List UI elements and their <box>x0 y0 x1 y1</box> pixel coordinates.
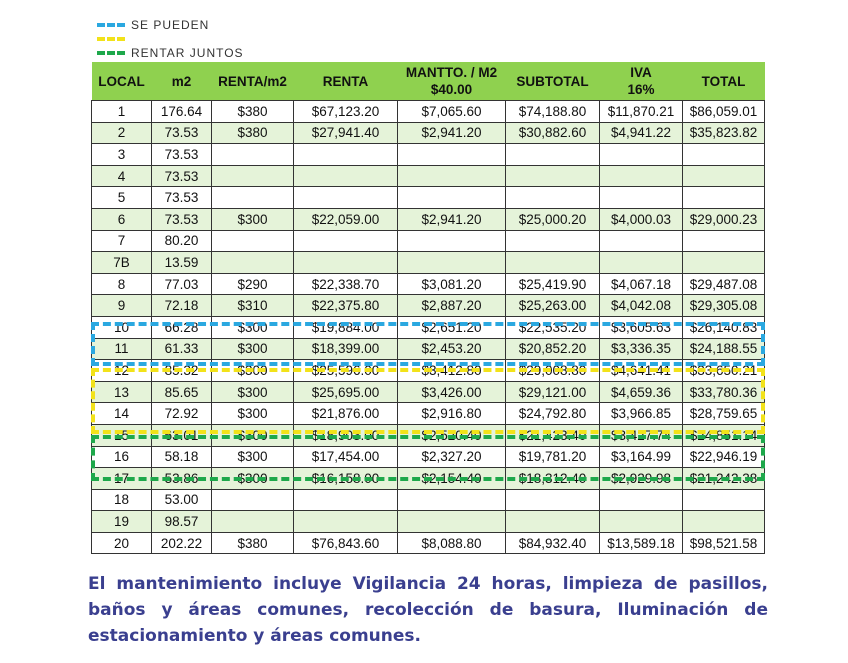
cell-mantto: $7,065.60 <box>398 101 506 123</box>
cell-iva: $4,941.22 <box>600 122 683 144</box>
cell-subtotal: $21,423.40 <box>506 424 600 446</box>
cell-m2: 58.18 <box>152 446 212 468</box>
cell-renta: $18,399.00 <box>294 338 398 360</box>
cell-total: $35,823.82 <box>683 122 765 144</box>
cell-mantto: $2,941.20 <box>398 122 506 144</box>
cell-iva: $11,870.21 <box>600 101 683 123</box>
cell-renta-m2: $380 <box>212 122 294 144</box>
legend-line-1 <box>97 18 244 32</box>
cell-total: $24,851.14 <box>683 424 765 446</box>
cell-renta: $18,903.00 <box>294 424 398 446</box>
cell-renta-m2: $300 <box>212 424 294 446</box>
cell-renta-m2 <box>212 511 294 533</box>
cell-m2: 61.33 <box>152 338 212 360</box>
cell-total: $33,780.36 <box>683 381 765 403</box>
cell-renta-m2: $300 <box>212 338 294 360</box>
cell-renta-m2: $310 <box>212 295 294 317</box>
cell-total <box>683 511 765 533</box>
cell-total: $28,759.65 <box>683 403 765 425</box>
table-body <box>92 101 765 554</box>
cell-renta-m2: $380 <box>212 532 294 554</box>
cell-m2: 13.59 <box>152 252 212 274</box>
cell-renta <box>294 230 398 252</box>
header-mantto <box>398 62 506 101</box>
table-row <box>92 165 765 187</box>
cell-subtotal: $22,535.20 <box>506 316 600 338</box>
header-mantto-rate: $40.00 <box>430 82 473 97</box>
table-row <box>92 511 765 533</box>
cell-total: $21,242.38 <box>683 468 765 490</box>
cell-local: 7 <box>92 230 152 252</box>
cell-renta-m2: $300 <box>212 208 294 230</box>
cell-local: 14 <box>92 403 152 425</box>
header-renta: RENTA <box>294 62 398 101</box>
cell-iva <box>600 144 683 166</box>
table-row <box>92 295 765 317</box>
table-row <box>92 360 765 382</box>
cell-iva <box>600 511 683 533</box>
cell-subtotal: $24,792.80 <box>506 403 600 425</box>
rent-table <box>91 62 765 554</box>
cell-iva: $4,042.08 <box>600 295 683 317</box>
cell-local: 15 <box>92 424 152 446</box>
cell-iva: $4,659.36 <box>600 381 683 403</box>
cell-mantto <box>398 165 506 187</box>
legend <box>97 18 244 60</box>
cell-renta-m2: $300 <box>212 403 294 425</box>
cell-subtotal: $19,781.20 <box>506 446 600 468</box>
cell-subtotal <box>506 252 600 274</box>
cell-m2: 80.20 <box>152 230 212 252</box>
cell-m2: 73.53 <box>152 144 212 166</box>
table-row <box>92 381 765 403</box>
cell-iva: $4,067.18 <box>600 273 683 295</box>
cell-local: 2 <box>92 122 152 144</box>
table-row <box>92 122 765 144</box>
cell-m2: 72.18 <box>152 295 212 317</box>
cell-mantto: $3,426.00 <box>398 381 506 403</box>
cell-local: 6 <box>92 208 152 230</box>
cell-renta <box>294 511 398 533</box>
cell-local: 16 <box>92 446 152 468</box>
cell-subtotal <box>506 230 600 252</box>
cell-subtotal: $84,932.40 <box>506 532 600 554</box>
cell-local: 19 <box>92 511 152 533</box>
cell-total: $29,000.23 <box>683 208 765 230</box>
cell-local: 10 <box>92 316 152 338</box>
legend-yellow-row <box>97 32 244 46</box>
cell-m2: 73.53 <box>152 165 212 187</box>
cell-renta-m2: $300 <box>212 381 294 403</box>
header-iva-rate: 16% <box>627 82 655 97</box>
cell-subtotal <box>506 165 600 187</box>
cell-subtotal: $18,312.40 <box>506 468 600 490</box>
cell-iva <box>600 165 683 187</box>
cell-local: 7B <box>92 252 152 274</box>
table-row <box>92 101 765 123</box>
cell-renta-m2: $300 <box>212 446 294 468</box>
cell-mantto <box>398 230 506 252</box>
legend-text-1: SE PUEDEN <box>131 18 210 32</box>
cell-subtotal <box>506 489 600 511</box>
cell-total: $98,521.58 <box>683 532 765 554</box>
cell-renta-m2: $300 <box>212 316 294 338</box>
cell-subtotal: $30,882.60 <box>506 122 600 144</box>
cell-total: $29,487.08 <box>683 273 765 295</box>
table-row <box>92 230 765 252</box>
cell-total: $86,059.01 <box>683 101 765 123</box>
cell-iva: $4,000.03 <box>600 208 683 230</box>
cell-renta <box>294 165 398 187</box>
cell-mantto: $2,520.40 <box>398 424 506 446</box>
header-local: LOCAL <box>92 62 152 101</box>
cell-local: 9 <box>92 295 152 317</box>
cell-total: $22,946.19 <box>683 446 765 468</box>
cell-local: 8 <box>92 273 152 295</box>
cell-iva: $3,966.85 <box>600 403 683 425</box>
cell-subtotal: $20,852.20 <box>506 338 600 360</box>
table-row <box>92 273 765 295</box>
cell-mantto: $2,453.20 <box>398 338 506 360</box>
cell-m2: 85.32 <box>152 360 212 382</box>
cell-renta: $25,695.00 <box>294 381 398 403</box>
cell-subtotal: $74,188.80 <box>506 101 600 123</box>
cell-local: 4 <box>92 165 152 187</box>
header-iva <box>600 62 683 101</box>
header-renta-m2: RENTA/m2 <box>212 62 294 101</box>
cell-local: 12 <box>92 360 152 382</box>
cell-subtotal <box>506 144 600 166</box>
header-mantto-label: MANTTO. / M2 <box>405 65 498 80</box>
cell-total <box>683 489 765 511</box>
cell-renta <box>294 489 398 511</box>
cell-iva <box>600 187 683 209</box>
table-row <box>92 338 765 360</box>
cell-renta-m2 <box>212 252 294 274</box>
cell-local: 20 <box>92 532 152 554</box>
cell-mantto <box>398 252 506 274</box>
table-row <box>92 489 765 511</box>
cell-local: 3 <box>92 144 152 166</box>
cell-subtotal <box>506 511 600 533</box>
table-row <box>92 532 765 554</box>
cell-renta: $19,884.00 <box>294 316 398 338</box>
table-row <box>92 468 765 490</box>
cell-m2: 73.53 <box>152 122 212 144</box>
header-iva-label: IVA <box>630 65 652 80</box>
cell-mantto: $2,941.20 <box>398 208 506 230</box>
cell-iva: $13,589.18 <box>600 532 683 554</box>
cell-local: 13 <box>92 381 152 403</box>
table-row <box>92 144 765 166</box>
cell-mantto: $2,887.20 <box>398 295 506 317</box>
cell-renta: $76,843.60 <box>294 532 398 554</box>
cell-mantto <box>398 187 506 209</box>
cell-iva <box>600 489 683 511</box>
cell-total: $29,305.08 <box>683 295 765 317</box>
cell-renta-m2 <box>212 230 294 252</box>
cell-iva: $3,164.99 <box>600 446 683 468</box>
cell-m2: 202.22 <box>152 532 212 554</box>
cell-mantto: $2,651.20 <box>398 316 506 338</box>
cell-iva <box>600 252 683 274</box>
cell-renta: $22,338.70 <box>294 273 398 295</box>
cell-local: 18 <box>92 489 152 511</box>
header-m2: m2 <box>152 62 212 101</box>
cell-renta: $17,454.00 <box>294 446 398 468</box>
table-row <box>92 424 765 446</box>
cell-renta: $22,059.00 <box>294 208 398 230</box>
cell-renta-m2 <box>212 489 294 511</box>
cell-m2: 72.92 <box>152 403 212 425</box>
cell-m2: 73.53 <box>152 187 212 209</box>
cell-mantto: $3,412.80 <box>398 360 506 382</box>
maintenance-note: El mantenimiento incluye Vigilancia 24 horas, limpieza de pasillos, baños y áreas comunes, recolección de basura, Iluminación de estacionamiento y áreas comunes. <box>88 574 768 646</box>
cell-total <box>683 252 765 274</box>
cell-renta: $67,123.20 <box>294 101 398 123</box>
cell-mantto: $2,154.40 <box>398 468 506 490</box>
cell-iva: $4,641.41 <box>600 360 683 382</box>
cell-local: 1 <box>92 101 152 123</box>
cell-total <box>683 165 765 187</box>
cell-mantto <box>398 144 506 166</box>
header-subtotal: SUBTOTAL <box>506 62 600 101</box>
cell-mantto: $8,088.80 <box>398 532 506 554</box>
cell-renta-m2 <box>212 144 294 166</box>
cell-renta-m2: $300 <box>212 468 294 490</box>
cell-subtotal: $29,121.00 <box>506 381 600 403</box>
cell-total: $33,650.21 <box>683 360 765 382</box>
cell-m2: 176.64 <box>152 101 212 123</box>
table-row <box>92 403 765 425</box>
cell-renta <box>294 187 398 209</box>
cell-m2: 98.57 <box>152 511 212 533</box>
cell-mantto: $2,327.20 <box>398 446 506 468</box>
cell-total <box>683 187 765 209</box>
cell-subtotal <box>506 187 600 209</box>
cell-iva: $3,427.74 <box>600 424 683 446</box>
table-row <box>92 316 765 338</box>
legend-text-2: RENTAR JUNTOS <box>131 46 244 60</box>
cell-subtotal: $25,419.90 <box>506 273 600 295</box>
cell-renta-m2: $380 <box>212 101 294 123</box>
cell-renta-m2 <box>212 165 294 187</box>
header-row <box>92 62 765 101</box>
cell-total <box>683 144 765 166</box>
cell-renta <box>294 144 398 166</box>
cell-renta: $22,375.80 <box>294 295 398 317</box>
cell-m2: 85.65 <box>152 381 212 403</box>
cell-renta-m2 <box>212 187 294 209</box>
cell-renta: $16,158.00 <box>294 468 398 490</box>
header-total: TOTAL <box>683 62 765 101</box>
table-row <box>92 446 765 468</box>
cell-local: 11 <box>92 338 152 360</box>
legend-line-2 <box>97 46 244 60</box>
cell-mantto: $2,916.80 <box>398 403 506 425</box>
cell-m2: 66.28 <box>152 316 212 338</box>
cell-iva: $2,929.98 <box>600 468 683 490</box>
cell-total <box>683 230 765 252</box>
cell-total: $24,188.55 <box>683 338 765 360</box>
blue-dash-icon <box>97 23 125 27</box>
cell-m2: 53.00 <box>152 489 212 511</box>
cell-subtotal: $29,008.80 <box>506 360 600 382</box>
cell-mantto <box>398 511 506 533</box>
cell-m2: 73.53 <box>152 208 212 230</box>
cell-m2: 53.86 <box>152 468 212 490</box>
cell-renta <box>294 252 398 274</box>
cell-subtotal: $25,263.00 <box>506 295 600 317</box>
cell-renta: $21,876.00 <box>294 403 398 425</box>
cell-m2: 77.03 <box>152 273 212 295</box>
yellow-dash-icon <box>97 37 125 41</box>
cell-local: 17 <box>92 468 152 490</box>
cell-iva: $3,336.35 <box>600 338 683 360</box>
cell-mantto <box>398 489 506 511</box>
cell-renta-m2: $290 <box>212 273 294 295</box>
table-row <box>92 187 765 209</box>
cell-renta: $25,596.00 <box>294 360 398 382</box>
cell-total: $26,140.83 <box>683 316 765 338</box>
cell-subtotal: $25,000.20 <box>506 208 600 230</box>
table-row <box>92 252 765 274</box>
cell-m2: 63.01 <box>152 424 212 446</box>
cell-renta-m2: $300 <box>212 360 294 382</box>
cell-renta: $27,941.40 <box>294 122 398 144</box>
green-dash-icon <box>97 51 125 55</box>
table-row <box>92 208 765 230</box>
cell-mantto: $3,081.20 <box>398 273 506 295</box>
cell-iva <box>600 230 683 252</box>
cell-iva: $3,605.63 <box>600 316 683 338</box>
cell-local: 5 <box>92 187 152 209</box>
